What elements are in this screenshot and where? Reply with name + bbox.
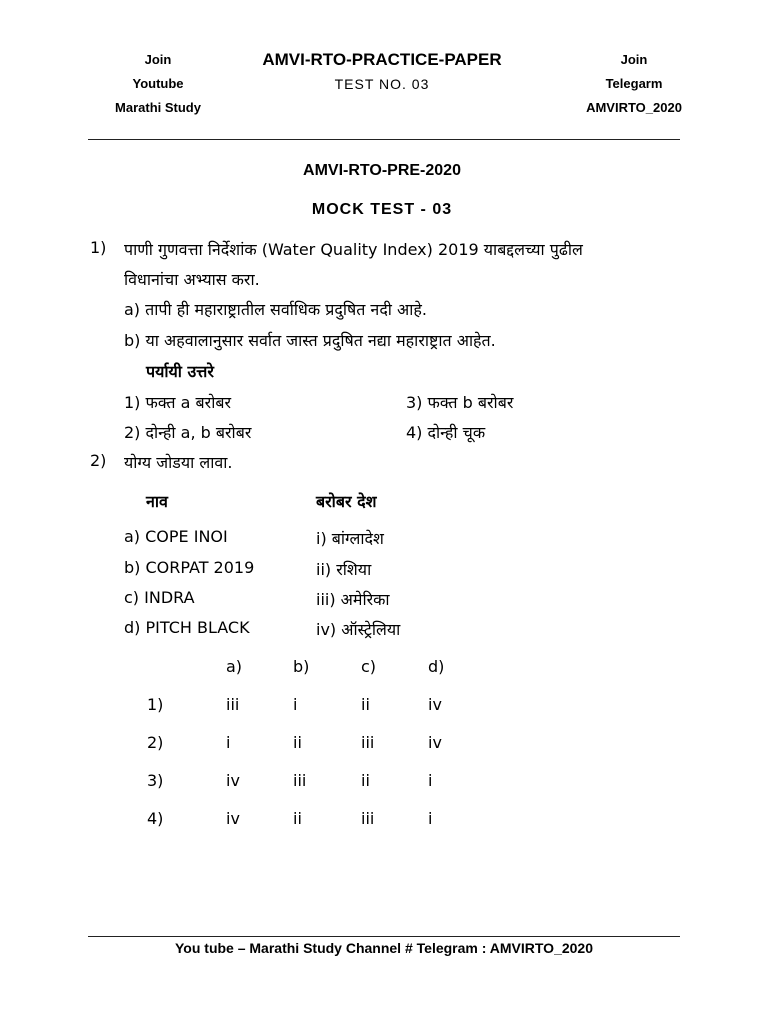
grid-cell: i: [428, 771, 433, 790]
q2-country-ii: ii) रशिया: [316, 560, 372, 579]
grid-cell: i: [293, 695, 298, 714]
q1-option-3: 3) फक्त b बरोबर: [406, 393, 514, 412]
q2-text: योग्य जोडया लावा.: [124, 453, 233, 472]
grid-head-b: b): [293, 657, 310, 676]
test-number: TEST NO. 03: [334, 76, 430, 92]
grid-cell: iv: [226, 771, 240, 790]
grid-cell: iv: [428, 695, 442, 714]
grid-cell: ii: [293, 733, 302, 752]
q2-item-b: b) CORPAT 2019: [124, 558, 255, 577]
grid-row-num: 1): [147, 695, 164, 714]
q2-col-head-country: बरोबर देश: [316, 492, 377, 511]
header-right-join: Join: [620, 52, 648, 67]
header-left-channel: Marathi Study: [115, 100, 201, 115]
header-divider: [88, 139, 680, 140]
page-title: AMVI-RTO-PRACTICE-PAPER: [262, 50, 502, 69]
q1-options-heading: पर्यायी उत्तरे: [146, 362, 214, 381]
q2-item-d: d) PITCH BLACK: [124, 618, 250, 637]
grid-row-num: 2): [147, 733, 164, 752]
grid-cell: iv: [428, 733, 442, 752]
grid-cell: i: [226, 733, 231, 752]
grid-head-c: c): [361, 657, 377, 676]
grid-cell: iv: [226, 809, 240, 828]
q1-option-2: 2) दोन्ही a, b बरोबर: [124, 423, 252, 442]
grid-cell: ii: [361, 695, 370, 714]
exam-heading: AMVI-RTO-PRE-2020: [303, 162, 461, 179]
footer-divider: [88, 936, 680, 937]
q1-statement-a: a) तापी ही महाराष्ट्रातील सर्वाधिक प्रदुषित नदी आहे.: [124, 300, 427, 319]
q1-number: 1): [90, 238, 107, 257]
header-left-youtube: Youtube: [132, 76, 184, 91]
grid-head-a: a): [226, 657, 243, 676]
q2-country-iv: iv) ऑस्ट्रेलिया: [316, 620, 401, 639]
grid-cell: iii: [226, 695, 240, 714]
grid-cell: ii: [293, 809, 302, 828]
grid-row-num: 4): [147, 809, 164, 828]
grid-cell: i: [428, 809, 433, 828]
grid-row-num: 3): [147, 771, 164, 790]
mock-test-heading: MOCK TEST - 03: [311, 201, 453, 218]
footer-text: You tube – Marathi Study Channel # Telegram : AMVIRTO_2020: [174, 940, 594, 956]
q1-text-line2: विधानांचा अभ्यास करा.: [124, 270, 260, 289]
grid-cell: iii: [293, 771, 307, 790]
q2-col-head-name: नाव: [146, 492, 168, 511]
header-right-handle: AMVIRTO_2020: [586, 100, 682, 115]
q2-item-a: a) COPE INOI: [124, 527, 228, 546]
grid-cell: iii: [361, 733, 375, 752]
q1-option-1: 1) फक्त a बरोबर: [124, 393, 232, 412]
q1-option-4: 4) दोन्ही चूक: [406, 423, 486, 442]
grid-cell: iii: [361, 809, 375, 828]
header-right-telegram: Telegarm: [605, 76, 663, 91]
q1-text-line1: पाणी गुणवत्ता निर्देशांक (Water Quality Index) 2019 याबद्दलच्या पुढील: [124, 240, 583, 259]
q1-statement-b: b) या अहवालानुसार सर्वात जास्त प्रदुषित नद्या महाराष्ट्रात आहेत.: [124, 331, 496, 350]
q2-item-c: c) INDRA: [124, 588, 195, 607]
q2-country-iii: iii) अमेरिका: [316, 590, 390, 609]
grid-head-d: d): [428, 657, 445, 676]
header-left-join: Join: [144, 52, 172, 67]
q2-number: 2): [90, 451, 107, 470]
q2-country-i: i) बांग्लादेश: [316, 529, 384, 548]
grid-cell: ii: [361, 771, 370, 790]
